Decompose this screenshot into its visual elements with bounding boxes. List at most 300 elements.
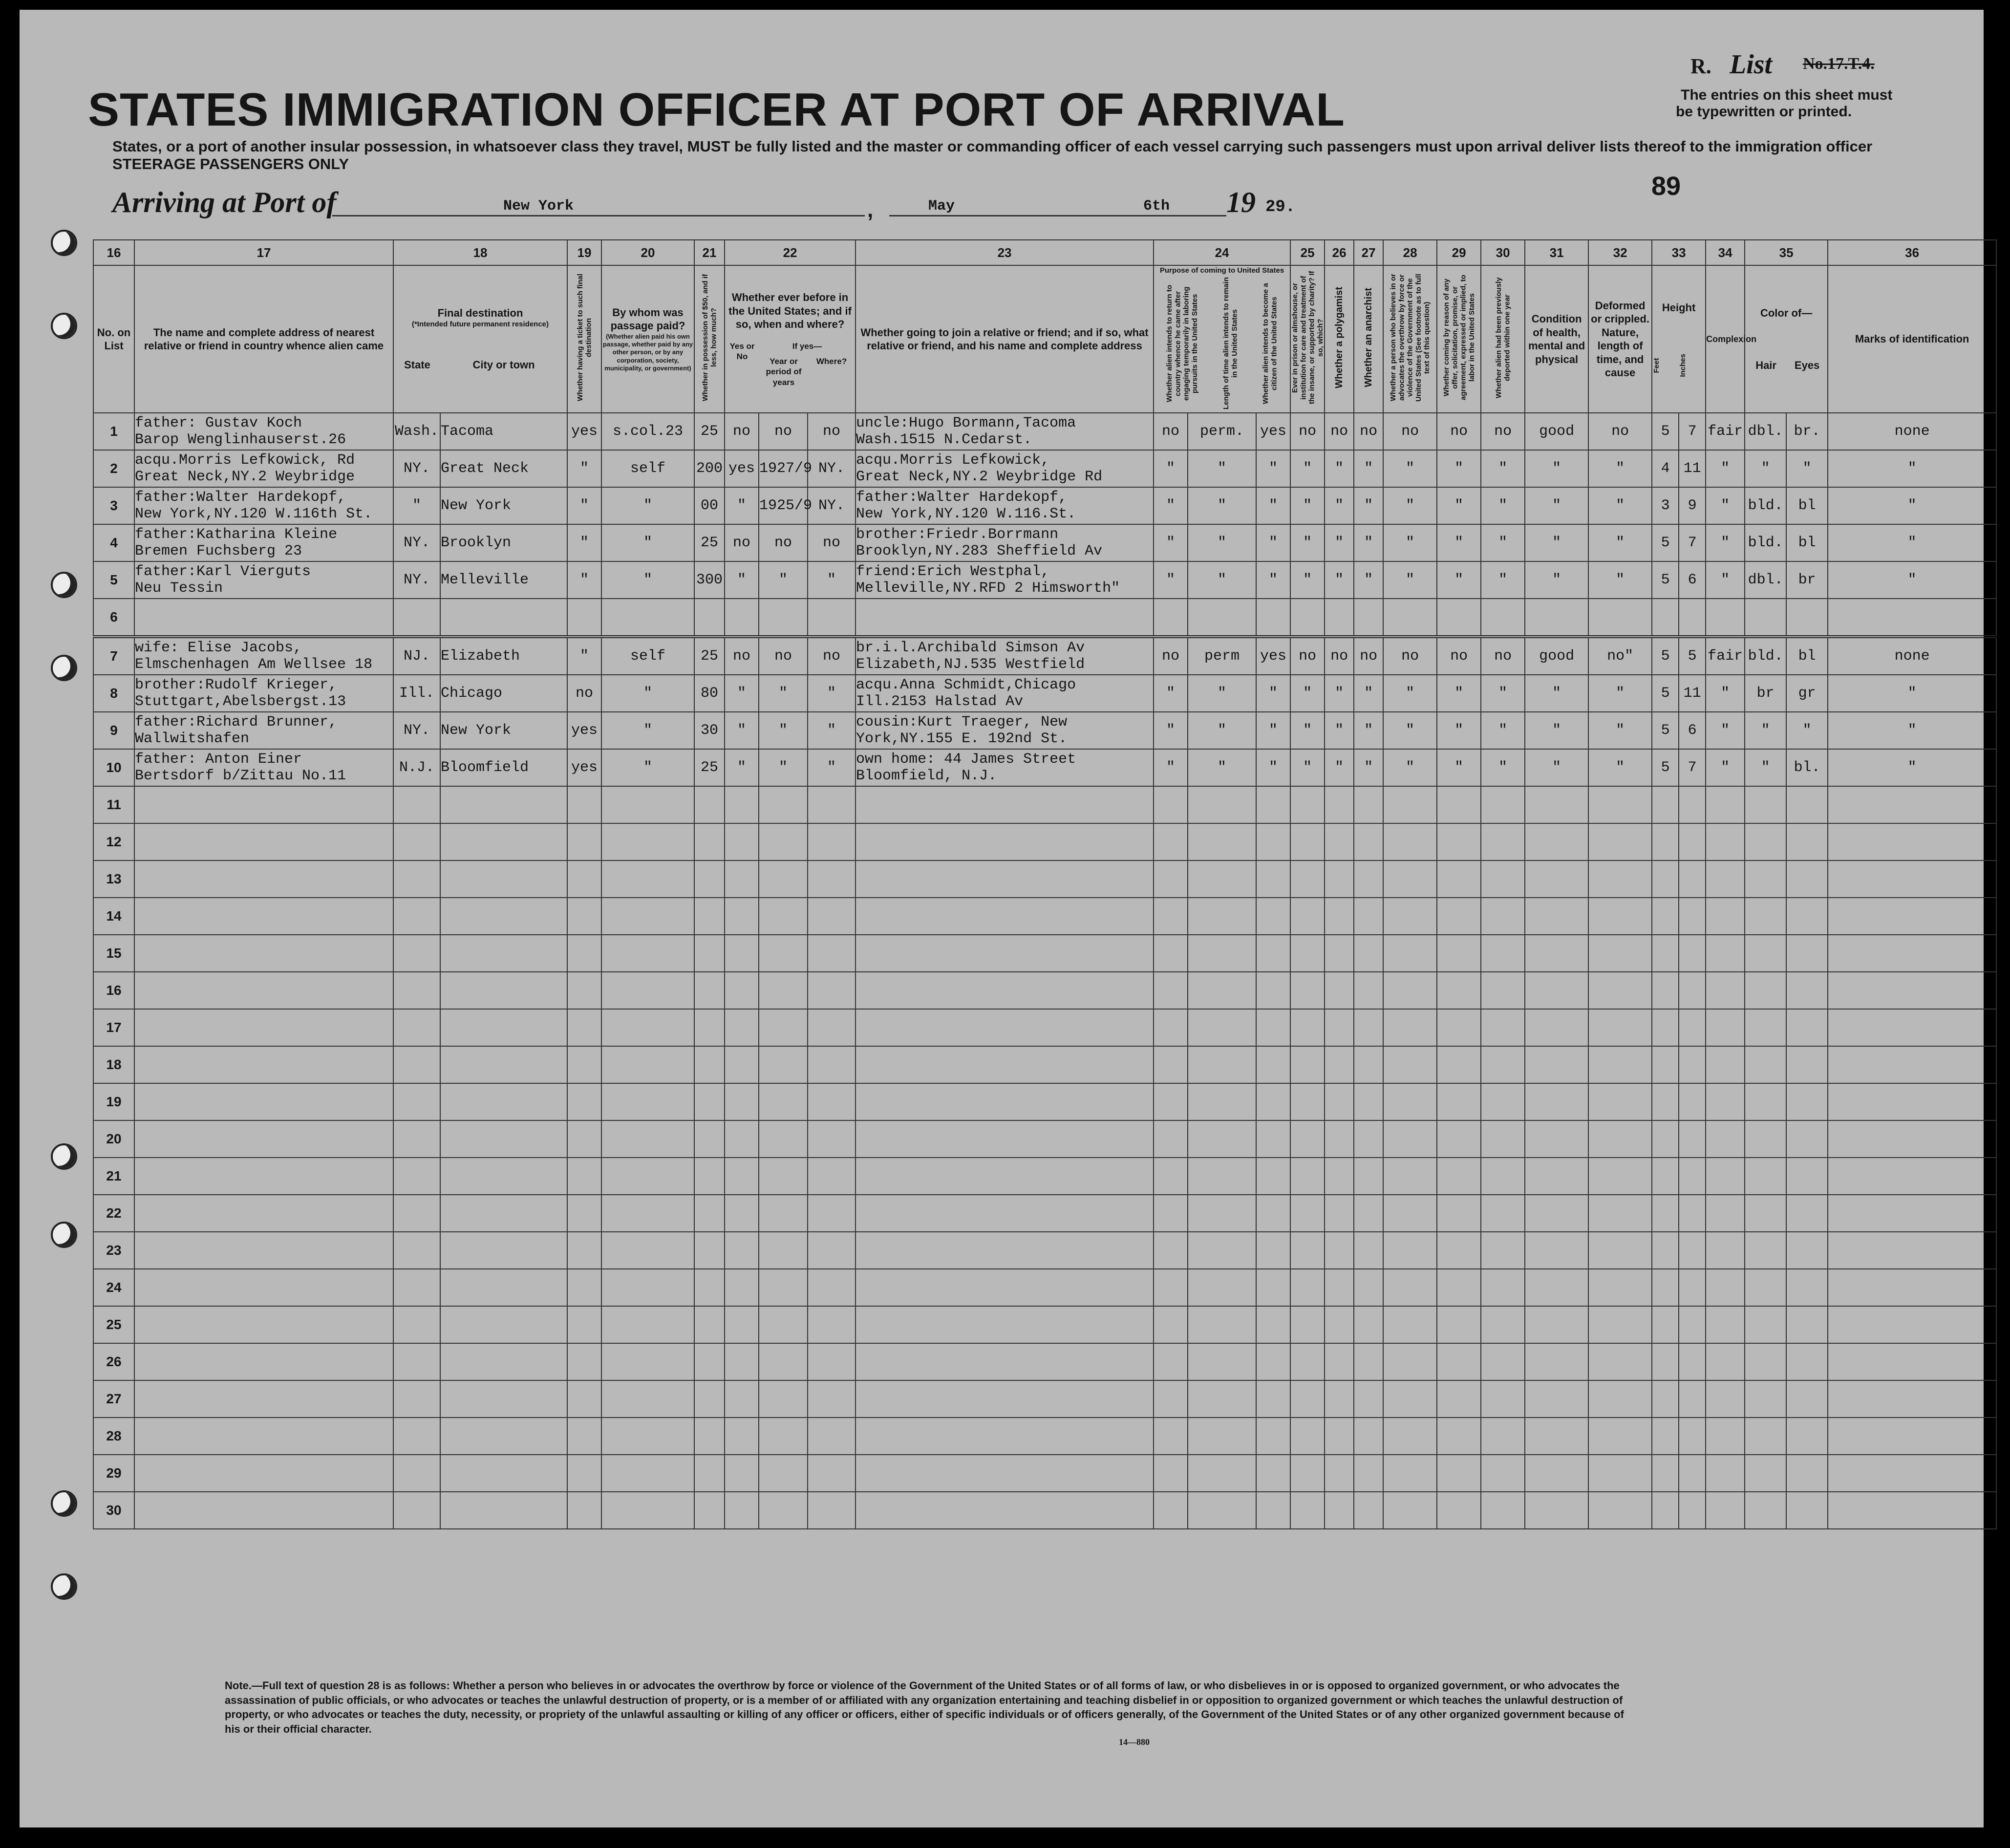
join-relative-name: own home: 44 James Street: [856, 751, 1076, 768]
p-return-cell: ": [1154, 561, 1188, 599]
money-cell: 25: [694, 637, 725, 675]
empty-cell: [855, 1492, 1154, 1529]
empty-cell: [1290, 1120, 1325, 1158]
empty-cell: [601, 935, 694, 972]
empty-cell: [440, 898, 567, 935]
empty-cell: [1745, 1343, 1786, 1380]
empty-cell: [725, 1269, 759, 1306]
empty-cell: [393, 972, 440, 1009]
years-cell: ": [759, 712, 808, 749]
empty-cell: [1481, 823, 1525, 860]
empty-cell: [1437, 1046, 1481, 1083]
empty-cell: [694, 1269, 725, 1306]
polygamist-cell: ": [1325, 712, 1354, 749]
empty-cell: [1325, 1343, 1354, 1380]
complexion-cell: ": [1706, 487, 1745, 524]
empty-cell: [393, 860, 440, 898]
money-cell: 25: [694, 749, 725, 786]
empty-cell: [1290, 860, 1325, 898]
join-relative-cell: [855, 637, 1154, 675]
empty-cell: [1437, 1455, 1481, 1492]
deformed-cell: [1588, 599, 1652, 637]
table-row: [93, 487, 1996, 524]
join-relative-address: Bloomfield, N.J.: [856, 768, 997, 784]
eyes-cell: bl.: [1786, 749, 1828, 786]
deformed-cell: ": [1588, 561, 1652, 599]
empty-cell: [1290, 1343, 1325, 1380]
ticket-cell: ": [567, 637, 601, 675]
empty-cell: [601, 1195, 694, 1232]
empty-cell: [1256, 898, 1290, 935]
empty-cell: [1188, 1046, 1256, 1083]
relative-name: father:Karl Vierguts: [135, 563, 311, 580]
nearest-relative-cell: [134, 637, 393, 675]
empty-cell: [134, 1343, 393, 1380]
table-row: [93, 1083, 1996, 1120]
health-cell: ": [1525, 487, 1588, 524]
money-cell: 25: [694, 524, 725, 561]
nearest-relative-cell: [134, 524, 393, 561]
table-row: [93, 1380, 1996, 1418]
q29-label: Whether coming by reason of any offer, solicitation, promise, or agreement, expressed or implied, to labor in the United States: [1442, 275, 1476, 401]
join-relative-address: Melleville,NY.RFD 2 Himsworth": [856, 580, 1120, 597]
relative-address: Elmschenhagen Am Wellsee 18: [135, 656, 373, 673]
deformed-cell: ": [1588, 675, 1652, 712]
empty-cell: [1256, 860, 1290, 898]
p-return-cell: ": [1154, 487, 1188, 524]
empty-cell: [808, 1418, 855, 1455]
empty-cell: [1481, 1306, 1525, 1343]
p-citizen-cell: ": [1256, 561, 1290, 599]
prison-cell: ": [1290, 712, 1325, 749]
anarchist-cell: ": [1354, 450, 1383, 487]
empty-cell: [1745, 1046, 1786, 1083]
row-number: 9: [93, 712, 134, 749]
empty-cell: [694, 786, 725, 823]
row-number: 23: [93, 1232, 134, 1269]
join-relative-name: br.i.l.Archibald Simson Av: [856, 639, 1085, 656]
empty-cell: [1256, 1306, 1290, 1343]
marks-cell: [1828, 599, 1996, 637]
join-relative-address: York,NY.155 E. 192nd St.: [856, 731, 1068, 747]
empty-cell: [440, 1120, 567, 1158]
q30-cell: no: [1481, 413, 1525, 450]
empty-cell: [567, 1343, 601, 1380]
inches-cell: 7: [1679, 524, 1706, 561]
empty-cell: [808, 1083, 855, 1120]
q30-label: Whether alien had been previously deported within one year: [1494, 277, 1512, 398]
city-cell: New York: [440, 487, 567, 524]
table-row: [93, 675, 1996, 712]
p-length-cell: ": [1188, 487, 1256, 524]
q29-cell: no: [1437, 637, 1481, 675]
empty-cell: [1745, 860, 1786, 898]
empty-cell: [1188, 1232, 1256, 1269]
table-row: [93, 413, 1996, 450]
empty-cell: [1706, 1380, 1745, 1418]
empty-cell: [1154, 1158, 1188, 1195]
table-row: [93, 749, 1996, 786]
empty-cell: [855, 1306, 1154, 1343]
table-row: [93, 1418, 1996, 1455]
empty-cell: [393, 898, 440, 935]
marks-cell: ": [1828, 561, 1996, 599]
empty-cell: [567, 1380, 601, 1418]
where-cell: ": [808, 561, 855, 599]
empty-cell: [1256, 1418, 1290, 1455]
empty-cell: [1325, 935, 1354, 972]
prison-cell: ": [1290, 450, 1325, 487]
deformed-cell: no: [1588, 413, 1652, 450]
empty-cell: [601, 972, 694, 1009]
city-cell: Elizabeth: [440, 637, 567, 675]
complexion-cell: fair: [1706, 637, 1745, 675]
q29-cell: ": [1437, 712, 1481, 749]
header-year-period: Year or period of years: [766, 357, 802, 387]
empty-cell: [1383, 1492, 1437, 1529]
empty-cell: [134, 1158, 393, 1195]
money-cell: 200: [694, 450, 725, 487]
relative-address: Stuttgart,Abelsbergst.13: [135, 693, 346, 710]
where-cell: no: [808, 637, 855, 675]
empty-cell: [1828, 1046, 1996, 1083]
height-label: Height: [1662, 301, 1696, 314]
p-return-cell: ": [1154, 524, 1188, 561]
empty-cell: [694, 1343, 725, 1380]
empty-cell: [1652, 1232, 1679, 1269]
state-cell: NY.: [393, 450, 440, 487]
empty-cell: [694, 1009, 725, 1046]
empty-cell: [1828, 1009, 1996, 1046]
empty-cell: [1525, 935, 1588, 972]
prison-cell: ": [1290, 749, 1325, 786]
empty-cell: [1828, 1380, 1996, 1418]
q28-cell: no: [1383, 637, 1437, 675]
empty-cell: [1154, 898, 1188, 935]
empty-cell: [1588, 1158, 1652, 1195]
empty-cell: [1588, 1492, 1652, 1529]
empty-cell: [1828, 972, 1996, 1009]
empty-cell: [808, 1195, 855, 1232]
join-relative-cell: [855, 413, 1154, 450]
empty-cell: [808, 1009, 855, 1046]
table-row: [93, 1158, 1996, 1195]
empty-cell: [1154, 1418, 1188, 1455]
anarchist-cell: ": [1354, 749, 1383, 786]
p-length-cell: [1188, 599, 1256, 637]
row-number: 7: [93, 637, 134, 675]
header-complexion: Complexion: [1706, 265, 1745, 413]
paid-cell: [601, 599, 694, 637]
empty-cell: [1786, 1418, 1828, 1455]
empty-cell: [1588, 1195, 1652, 1232]
q28-cell: ": [1383, 749, 1437, 786]
before-cell: no: [725, 413, 759, 450]
empty-cell: [808, 1269, 855, 1306]
p-citizen-cell: ": [1256, 524, 1290, 561]
empty-cell: [1188, 823, 1256, 860]
prison-cell: [1290, 599, 1325, 637]
empty-cell: [855, 786, 1154, 823]
relative-address: Great Neck,NY.2 Weybridge: [135, 469, 355, 485]
inches-cell: 7: [1679, 749, 1706, 786]
anarchist-cell: no: [1354, 413, 1383, 450]
empty-cell: [855, 1232, 1154, 1269]
empty-cell: [1256, 1380, 1290, 1418]
empty-cell: [134, 1269, 393, 1306]
empty-cell: [440, 1492, 567, 1529]
p-return-cell: ": [1154, 749, 1188, 786]
empty-cell: [1188, 786, 1256, 823]
empty-cell: [567, 1269, 601, 1306]
header-q29: [1437, 265, 1481, 413]
empty-cell: [1383, 972, 1437, 1009]
empty-cell: [1290, 1083, 1325, 1120]
empty-cell: [1828, 1343, 1996, 1380]
empty-cell: [1481, 1046, 1525, 1083]
empty-cell: [725, 1083, 759, 1120]
empty-cell: [1383, 860, 1437, 898]
empty-cell: [1679, 1343, 1706, 1380]
prison-cell: ": [1290, 524, 1325, 561]
empty-cell: [1354, 1306, 1383, 1343]
empty-cell: [1745, 1195, 1786, 1232]
empty-cell: [440, 1306, 567, 1343]
table-row: [93, 823, 1996, 860]
empty-cell: [1745, 1418, 1786, 1455]
before-cell: ": [725, 749, 759, 786]
eyes-cell: [1786, 599, 1828, 637]
header-money: [694, 265, 725, 413]
before-cell: ": [725, 487, 759, 524]
state-cell: Wash.: [393, 413, 440, 450]
join-relative-cell: [855, 599, 1154, 637]
hair-cell: ": [1745, 450, 1786, 487]
complexion-cell: ": [1706, 749, 1745, 786]
empty-cell: [694, 1046, 725, 1083]
empty-cell: [393, 1046, 440, 1083]
empty-cell: [601, 860, 694, 898]
empty-cell: [1325, 1120, 1354, 1158]
q29-cell: ": [1437, 675, 1481, 712]
empty-cell: [1290, 1046, 1325, 1083]
empty-cell: [855, 823, 1154, 860]
header-state: State: [404, 359, 430, 371]
q29-cell: ": [1437, 524, 1481, 561]
q28-cell: ": [1383, 524, 1437, 561]
header-q30: [1481, 265, 1525, 413]
empty-cell: [1290, 1232, 1325, 1269]
column-number-row: [93, 240, 1996, 265]
join-relative-name: cousin:Kurt Traeger, New: [856, 713, 1068, 731]
row-number: 25: [93, 1306, 134, 1343]
empty-cell: [1652, 898, 1679, 935]
p-length-cell: ": [1188, 450, 1256, 487]
p-return-cell: ": [1154, 712, 1188, 749]
polygamist-cell: [1325, 599, 1354, 637]
empty-cell: [134, 972, 393, 1009]
row-number: 15: [93, 935, 134, 972]
empty-cell: [1325, 1158, 1354, 1195]
p-citizen-cell: [1256, 599, 1290, 637]
health-cell: good: [1525, 413, 1588, 450]
empty-cell: [1525, 860, 1588, 898]
empty-cell: [1437, 1009, 1481, 1046]
empty-cell: [1525, 786, 1588, 823]
empty-cell: [759, 1269, 808, 1306]
row-number: 17: [93, 1009, 134, 1046]
join-relative-cell: [855, 487, 1154, 524]
row-number: 13: [93, 860, 134, 898]
empty-cell: [1652, 860, 1679, 898]
q29-cell: ": [1437, 749, 1481, 786]
complexion-cell: [1706, 599, 1745, 637]
header-anarchist: [1354, 265, 1383, 413]
empty-cell: [1481, 1083, 1525, 1120]
empty-cell: [694, 823, 725, 860]
empty-cell: [1383, 1232, 1437, 1269]
empty-cell: [601, 1009, 694, 1046]
column-number: 29: [1437, 240, 1481, 265]
empty-cell: [1679, 1269, 1706, 1306]
empty-cell: [1325, 1492, 1354, 1529]
feet-cell: 5: [1652, 675, 1679, 712]
empty-cell: [808, 898, 855, 935]
empty-cell: [694, 1306, 725, 1343]
empty-cell: [1256, 1046, 1290, 1083]
empty-cell: [1188, 898, 1256, 935]
empty-cell: [440, 1343, 567, 1380]
empty-cell: [1437, 1492, 1481, 1529]
empty-cell: [1786, 1046, 1828, 1083]
empty-cell: [567, 1492, 601, 1529]
binder-hole: [51, 655, 77, 681]
empty-cell: [1325, 1083, 1354, 1120]
money-cell: 25: [694, 413, 725, 450]
empty-cell: [1354, 1492, 1383, 1529]
p-return-cell: no: [1154, 637, 1188, 675]
empty-cell: [1652, 1343, 1679, 1380]
empty-cell: [1588, 1083, 1652, 1120]
marks-cell: ": [1828, 675, 1996, 712]
empty-cell: [1828, 786, 1996, 823]
row-number: 21: [93, 1158, 134, 1195]
empty-cell: [1588, 1046, 1652, 1083]
column-number: 35: [1745, 240, 1828, 265]
polygamist-cell: ": [1325, 561, 1354, 599]
empty-cell: [1525, 823, 1588, 860]
empty-cell: [694, 972, 725, 1009]
empty-cell: [1786, 823, 1828, 860]
row-number: 18: [93, 1046, 134, 1083]
empty-cell: [1525, 1269, 1588, 1306]
column-number: 27: [1354, 240, 1383, 265]
empty-cell: [393, 1455, 440, 1492]
empty-cell: [1706, 1343, 1745, 1380]
empty-cell: [1786, 1232, 1828, 1269]
health-cell: [1525, 599, 1588, 637]
empty-cell: [1828, 898, 1996, 935]
empty-cell: [1525, 1232, 1588, 1269]
money-cell: [694, 599, 725, 637]
empty-cell: [1745, 1492, 1786, 1529]
health-cell: ": [1525, 561, 1588, 599]
binder-hole: [51, 1143, 77, 1170]
empty-cell: [725, 898, 759, 935]
column-number: 30: [1481, 240, 1525, 265]
eyes-cell: br: [1786, 561, 1828, 599]
empty-cell: [1290, 1009, 1325, 1046]
empty-cell: [1828, 1158, 1996, 1195]
ticket-cell: [567, 599, 601, 637]
relative-address: New York,NY.120 W.116th St.: [135, 506, 373, 522]
join-relative-name: father:Walter Hardekopf,: [856, 489, 1068, 506]
eyes-cell: gr: [1786, 675, 1828, 712]
empty-cell: [1256, 1492, 1290, 1529]
empty-cell: [1383, 1195, 1437, 1232]
years-cell: no: [759, 637, 808, 675]
ticket-cell: ": [567, 561, 601, 599]
empty-cell: [855, 1195, 1154, 1232]
empty-cell: [1383, 1269, 1437, 1306]
empty-cell: [601, 1046, 694, 1083]
empty-cell: [393, 1418, 440, 1455]
empty-cell: [1706, 1269, 1745, 1306]
years-cell: ": [759, 675, 808, 712]
p-length-cell: ": [1188, 675, 1256, 712]
empty-cell: [725, 1009, 759, 1046]
empty-cell: [1745, 1009, 1786, 1046]
p-citizen-cell: ": [1256, 749, 1290, 786]
empty-cell: [725, 935, 759, 972]
money-label: Whether in possession of $50, and if less, how much?: [701, 274, 718, 401]
years-cell: 1925/9: [759, 487, 808, 524]
paid-cell: s.col.23: [601, 413, 694, 450]
state-cell: NJ.: [393, 637, 440, 675]
empty-cell: [1188, 1306, 1256, 1343]
health-cell: good: [1525, 637, 1588, 675]
prison-cell: ": [1290, 487, 1325, 524]
empty-cell: [1679, 823, 1706, 860]
empty-cell: [1481, 1009, 1525, 1046]
empty-cell: [759, 935, 808, 972]
empty-cell: [694, 898, 725, 935]
empty-cell: [759, 1232, 808, 1269]
empty-cell: [1706, 1418, 1745, 1455]
empty-cell: [1383, 1306, 1437, 1343]
empty-cell: [440, 1232, 567, 1269]
empty-cell: [1256, 1232, 1290, 1269]
empty-cell: [1188, 1492, 1256, 1529]
column-number: 18: [393, 240, 567, 265]
empty-cell: [1828, 1232, 1996, 1269]
empty-cell: [1706, 972, 1745, 1009]
empty-cell: [725, 972, 759, 1009]
column-number: 21: [694, 240, 725, 265]
empty-cell: [725, 823, 759, 860]
table-row: [93, 1455, 1996, 1492]
empty-cell: [1652, 1120, 1679, 1158]
purpose-return-label: Whether alien intends to return to country whence he came after engaging temporarily in laboring pursuits in the United States: [1165, 285, 1199, 403]
empty-cell: [694, 1195, 725, 1232]
inches-cell: 11: [1679, 450, 1706, 487]
q29-cell: [1437, 599, 1481, 637]
empty-cell: [1188, 1009, 1256, 1046]
p-length-cell: perm.: [1188, 413, 1256, 450]
empty-cell: [440, 1046, 567, 1083]
empty-cell: [1828, 823, 1996, 860]
binder-hole: [51, 572, 77, 598]
